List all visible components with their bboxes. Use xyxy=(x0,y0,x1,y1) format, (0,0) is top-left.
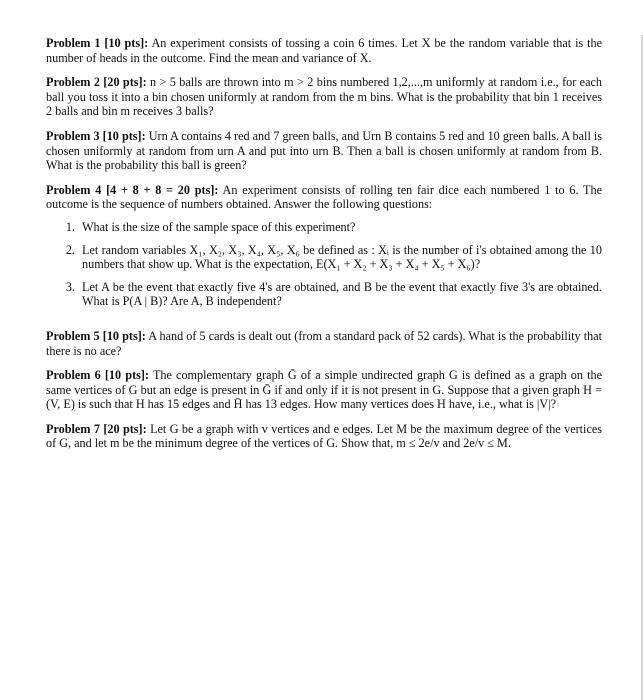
problem-6-text: The complementary graph Ḡ of a simple undirected graph G is defined as a graph on the same vertices of G but an edge is present in Ḡ if and only if it is not present in G. Suppose that a given graph H = (V, E) is such that H has 15 edges and H̄ has 13 edges. How many vertices does H have, i.e., what is |V|? xyxy=(46,368,602,412)
problem-7 xyxy=(46,422,602,451)
problem-4-heading: Problem 4 [4 + 8 + 8 = 20 pts]: xyxy=(46,182,219,197)
problem-2-heading: Problem 2 [20 pts]: xyxy=(46,75,147,90)
problem-3-text: Urn A contains 4 red and 7 green balls, and Urn B contains 5 red and 10 green balls. A ball is chosen uniformly at random from urn A and put into urn B. Then a ball is chosen uniformly at random from B. What is the probability this ball is green? xyxy=(46,128,603,173)
problem-3 xyxy=(46,129,602,173)
problem-4-questions xyxy=(46,220,602,309)
problem-7-heading: Problem 7 [20 pts]: xyxy=(46,421,147,436)
problem-5-text: A hand of 5 cards is dealt out (from a standard pack of 52 cards). What is the probability that there is no ace? xyxy=(46,328,602,358)
problem-1-text: An experiment consists of tossing a coin 6 times. Let X be the random variable that is the number of heads in the outcome. Find the mean and variance of X. xyxy=(46,36,602,65)
problem-5 xyxy=(46,329,602,358)
problem-1-heading: Problem 1 [10 pts]: xyxy=(46,36,149,50)
problem-6-heading: Problem 6 [10 pts]: xyxy=(46,368,149,383)
list-item: 1. What is the size of the sample space of this experiment? xyxy=(78,220,602,235)
problem-6 xyxy=(46,368,602,412)
problem-7-text: Let G be a graph with v vertices and e edges. Let M be the maximum degree of the vertices of G, and let m be the minimum degree of the vertices of G. Show that, m ≤ 2e/v and 2e/v ≤ M. xyxy=(46,421,603,451)
problem-2-text: n > 5 balls are thrown into m > 2 bins numbered 1,2,...,m uniformly at random i.e., for each ball you toss it into a bin chosen uniformly at random from the m bins. What is the probability that bin 1 receives 2 balls and bin m receives 3 balls? xyxy=(46,75,603,119)
problem-4-text: An experiment consists of rolling ten fair dice each numbered 1 to 6. The outcome is the sequence of numbers obtained. Answer the following questions: xyxy=(46,182,602,212)
problem-set xyxy=(46,36,602,461)
problem-4 xyxy=(46,183,602,212)
problem-3-heading: Problem 3 [10 pts]: xyxy=(46,128,146,143)
problem-1 xyxy=(46,36,602,65)
problem-5-heading: Problem 5 [10 pts]: xyxy=(46,328,146,343)
list-item: 2. Let random variables X₁, X₂, X₃, X₄, X₅, X₆ be defined as : Xᵢ is the number of i's obtained among the 10 numbers that show up. What is the expectation, E(X₁ + X₂ + X₃ + X₄ + X₅ + X₆)? xyxy=(78,243,602,272)
list-item: 3. Let A be the event that exactly five 4's are obtained, and B be the event that exactly five 3's are obtained. What is P(A | B)? Are A, B independent? xyxy=(78,280,602,309)
problem-2 xyxy=(46,75,602,119)
